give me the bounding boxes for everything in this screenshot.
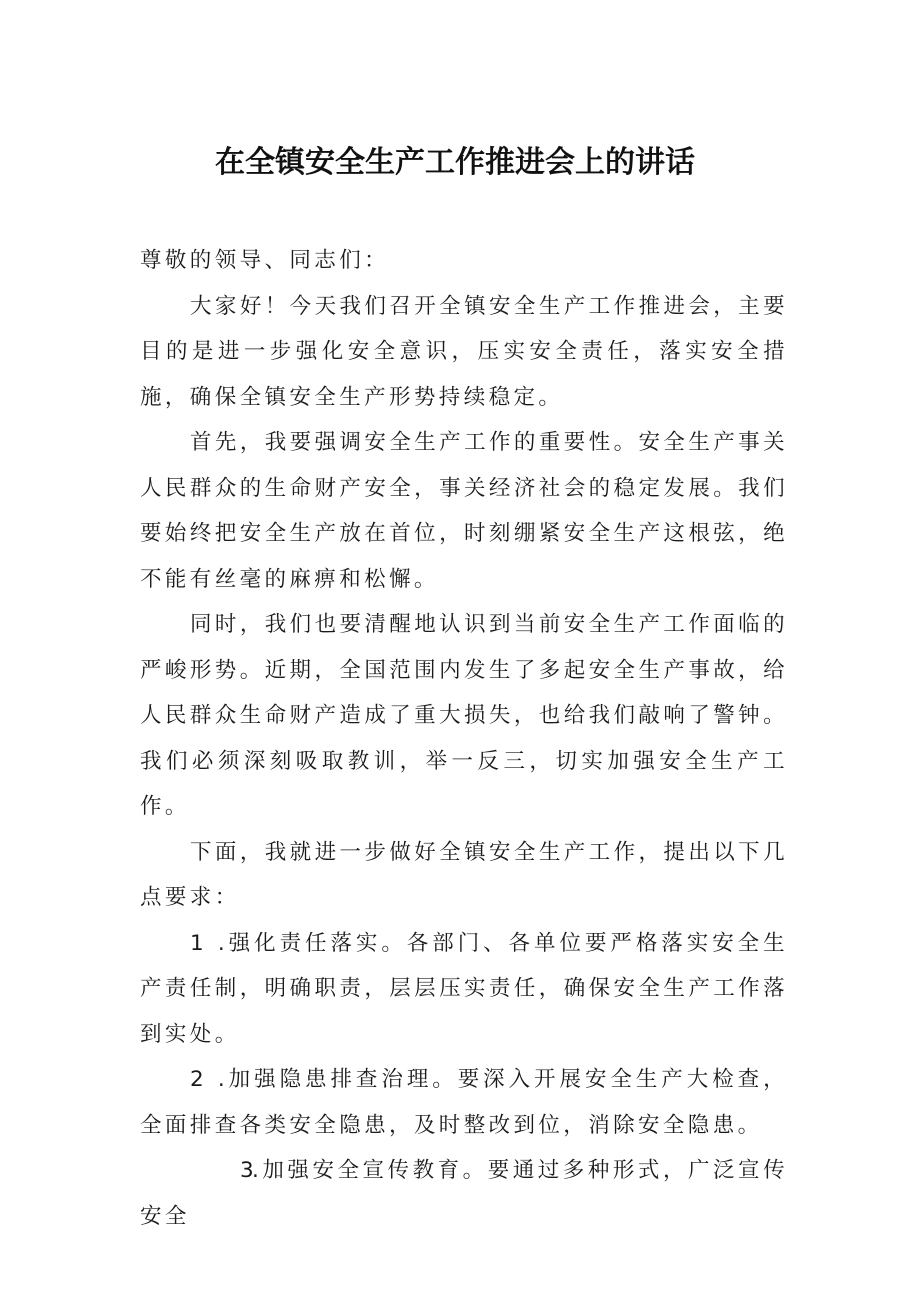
list-item bbox=[140, 1057, 788, 1148]
paragraph: 下面，我就进一步做好全镇安全生产工作，提出以下几点要求： bbox=[140, 839, 788, 910]
salutation: 尊敬的领导、同志们： bbox=[140, 248, 390, 273]
paragraph: 同时，我们也要清醒地认识到当前安全生产工作面临的严峻形势。近期，全国范围内发生了多起安全生产事故，给人民群众生命财产造成了重大损失，也给我们敲响了警钟。我们必须深刻吸取教训，举一反三，切实加强安全生产工作。 bbox=[140, 612, 788, 819]
list-item bbox=[140, 921, 788, 1058]
document-title: 在全镇安全生产工作推进会上的讲话 bbox=[215, 145, 695, 180]
list-item bbox=[140, 1148, 788, 1239]
list-item-number: 3 bbox=[240, 1158, 258, 1183]
list-item-text: .强化责任落实。各部门、各单位要严格落实安全生产责任制，明确职责，层层压实责任，确保安全生产工作落到实处。 bbox=[140, 930, 789, 1047]
list-item-number: 1 bbox=[190, 930, 208, 956]
list-item-text: .加强安全宣传教育。要通过多种形式，广泛宣传安全 bbox=[140, 1158, 788, 1229]
paragraph: 大家好！今天我们召开全镇安全生产工作推进会，主要目的是进一步强化安全意识，压实安全责任，落实安全措施，确保全镇安全生产形势持续稳定。 bbox=[140, 293, 788, 410]
list-item-number: 2 bbox=[190, 1067, 208, 1092]
document-body bbox=[140, 238, 788, 1239]
paragraph: 首先，我要强调安全生产工作的重要性。安全生产事关人民群众的生命财产安全，事关经济社会的稳定发展。我们要始终把安全生产放在首位，时刻绷紧安全生产这根弦，绝不能有丝毫的麻痹和松懈。 bbox=[140, 430, 788, 592]
list-item-text: .加强隐患排查治理。要深入开展安全生产大检查，全面排查各类安全隐患，及时整改到位，消除安全隐患。 bbox=[140, 1067, 789, 1138]
